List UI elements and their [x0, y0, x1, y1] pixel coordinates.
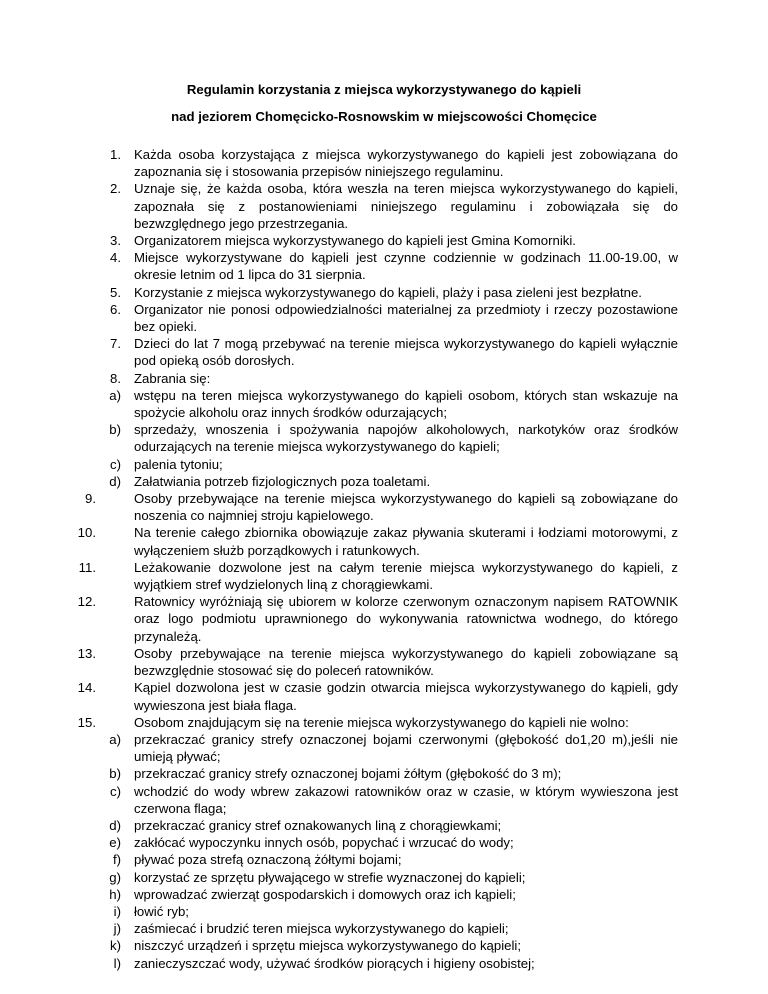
item-text: Osoby przebywające na terenie miejsca wykorzystywanego do kąpieli są zobowiązane do noszenia co najmniej stroju kąpielowego.	[134, 491, 678, 524]
item-text: łowić ryb;	[134, 903, 189, 919]
list-item	[0, 387, 768, 421]
item-marker: f)	[112, 852, 121, 868]
item-text: korzystać ze sprzętu pływającego w strefie wyznaczonej do kąpieli;	[134, 869, 526, 885]
item-marker: 15.	[77, 714, 96, 730]
list-item	[0, 180, 768, 232]
item-text: Osoby przebywające na terenie miejsca wykorzystywanego do kąpieli zobowiązane są bezwzględnie stosować się do poleceń ratowników.	[134, 645, 678, 679]
item-marker: a)	[109, 731, 121, 747]
item-marker: 3.	[110, 233, 121, 249]
item-marker: b)	[109, 422, 121, 438]
item-text: Załatwiania potrzeb fizjologicznych poza toaletami.	[134, 473, 431, 489]
item-marker: h)	[109, 886, 121, 902]
item-marker: 11.	[78, 559, 96, 575]
list-item	[0, 955, 768, 972]
item-text: Ratownicy wyróżniają się ubiorem w kolorze czerwonym oznaczonym napisem RATOWNIK oraz logo podmiotu uprawnionego do wykonywania ratownictwa wodnego, do którego przynależą.	[134, 594, 678, 644]
item-text: Leżakowanie dozwolone jest na całym terenie miejsca wykorzystywanego do kąpieli, z wyjątkiem stref wydzielonych liną z chorągiewkami.	[134, 559, 678, 593]
item-marker: 14.	[77, 680, 96, 696]
item-text: Kąpiel dozwolona jest w czasie godzin otwarcia miejsca wykorzystywanego do kąpieli, gdy wywieszona jest biała flaga.	[134, 680, 678, 713]
item-text: palenia tytoniu;	[134, 456, 223, 472]
item-text: Miejsce wykorzystywane do kąpieli jest czynne codziennie w godzinach 11.00-19.00, w okresie letnim od 1 lipca do 31 sierpnia.	[134, 250, 678, 283]
item-text: Na terenie całego zbiornika obowiązuje zakaz pływania skuterami i łodziami motorowymi, z wyłączeniem służb porządkowych i ratunkowych.	[134, 525, 678, 558]
document-title-line-2: nad jeziorem Chomęcicko-Rosnowskim w miejscowości Chomęcice	[171, 109, 597, 124]
item-text: pływać poza strefą oznaczoną żółtymi bojami;	[134, 852, 402, 868]
item-text: zanieczyszczać wody, używać środków piorących i higieny osobistej;	[134, 955, 535, 971]
item-text: wstępu na teren miejsca wykorzystywanego do kąpieli osobom, których stan wskazuje na spożycie alkoholu oraz innych środków odurzających;	[134, 387, 678, 421]
item-text: wchodzić do wody wbrew zakazowi ratowników oraz w czasie, w którym wywieszona jest czerwona flaga;	[134, 783, 678, 816]
item-text: Organizatorem miejsca wykorzystywanego do kąpieli jest Gmina Komorniki.	[134, 233, 576, 249]
list-item	[0, 559, 768, 593]
item-text: sprzedaży, wnoszenia i spożywania napojów alkoholowych, narkotyków oraz środków odurzających na terenie miejsca wykorzystywanego do kąpieli;	[134, 422, 678, 455]
item-marker: 4.	[110, 250, 121, 266]
item-text: Każda osoba korzystająca z miejsca wykorzystywanego do kąpieli jest zobowiązana do zapoznania się i stosowania przepisów niniejszego regulaminu.	[134, 147, 678, 180]
item-marker: j)	[113, 921, 121, 937]
item-marker: 8.	[110, 370, 121, 386]
item-marker: e)	[109, 835, 121, 851]
list-item	[0, 473, 768, 490]
list-item	[0, 645, 768, 679]
item-text: przekraczać granicy strefy oznaczonej bojami żółtym (głębokość do 3 m);	[134, 766, 562, 782]
item-text: Zabrania się:	[134, 370, 211, 386]
item-marker: 12.	[77, 594, 96, 610]
item-text: Dzieci do lat 7 mogą przebywać na terenie miejsca wykorzystywanego do kąpieli wyłącznie pod opieką osób dorosłych.	[134, 336, 678, 369]
list-item	[0, 524, 768, 558]
list-item	[0, 903, 768, 920]
item-marker: g)	[109, 869, 121, 885]
item-marker: i)	[113, 903, 121, 919]
list-item	[0, 714, 768, 731]
document-title-line-1: Regulamin korzystania z miejsca wykorzystywanego do kąpieli	[186, 82, 582, 97]
item-marker: k)	[110, 938, 121, 954]
list-item	[0, 249, 768, 283]
list-item	[0, 851, 768, 868]
list-item	[0, 232, 768, 249]
item-marker: 6.	[110, 301, 121, 317]
list-item	[0, 817, 768, 834]
item-marker: 2.	[110, 181, 121, 197]
list-item	[0, 421, 768, 455]
list-item	[0, 335, 768, 369]
list-item	[0, 765, 768, 782]
item-marker: d)	[109, 473, 121, 489]
list-item	[0, 593, 768, 645]
item-marker: c)	[110, 456, 121, 472]
item-marker: l)	[113, 955, 121, 971]
item-marker: c)	[110, 783, 121, 799]
list-item	[0, 834, 768, 851]
list-item	[0, 284, 768, 301]
item-text: przekraczać granicy stref oznakowanych liną z chorągiewkami;	[134, 817, 502, 833]
list-item	[0, 370, 768, 387]
item-marker: 1.	[110, 147, 121, 162]
list-item	[0, 886, 768, 903]
item-marker: d)	[109, 817, 121, 833]
list-item	[0, 920, 768, 937]
item-text: Uznaje się, że każda osoba, która weszła na teren miejsca wykorzystywanego do kąpieli, zapoznała się z postanowieniami niniejszego regulaminu i zobowiązała się do bezwzględnego jego przestrzegania.	[134, 181, 678, 231]
list-item	[0, 490, 768, 524]
list-item	[0, 937, 768, 954]
item-marker: b)	[109, 766, 121, 782]
list-item	[0, 456, 768, 473]
item-text: zaśmiecać i brudzić teren miejsca wykorzystywanego do kąpieli;	[134, 921, 509, 937]
item-marker: 13.	[77, 645, 96, 661]
list-item	[0, 301, 768, 335]
item-text: Korzystanie z miejsca wykorzystywanego do kąpieli, plaży i pasa zieleni jest bezpłatne.	[134, 284, 642, 300]
item-text: Osobom znajdującym się na terenie miejsca wykorzystywanego do kąpieli nie wolno:	[134, 714, 629, 730]
item-marker: 7.	[110, 336, 121, 352]
item-marker: a)	[109, 387, 121, 403]
list-item	[0, 783, 768, 817]
item-text: Organizator nie ponosi odpowiedzialności materialnej za przedmioty i rzeczy pozostawione bez opieki.	[134, 301, 678, 335]
list-item	[0, 679, 768, 713]
list-item	[0, 869, 768, 886]
item-text: przekraczać granicy strefy oznaczonej bojami czerwonymi (głębokość do1,20 m),jeśli nie umieją pływać;	[134, 731, 678, 765]
list-item	[0, 146, 768, 180]
item-text: niszczyć urządzeń i sprzętu miejsca wykorzystywanego do kąpieli;	[134, 938, 521, 954]
list-item	[0, 731, 768, 765]
item-marker: 10.	[77, 525, 96, 541]
item-marker: 5.	[110, 284, 121, 300]
regulation-list	[0, 146, 768, 972]
item-marker: 9.	[85, 491, 96, 507]
item-text: zakłócać wypoczynku innych osób, popychać i wrzucać do wody;	[134, 835, 514, 851]
item-text: wprowadzać zwierząt gospodarskich i domowych oraz ich kąpieli;	[134, 886, 516, 902]
